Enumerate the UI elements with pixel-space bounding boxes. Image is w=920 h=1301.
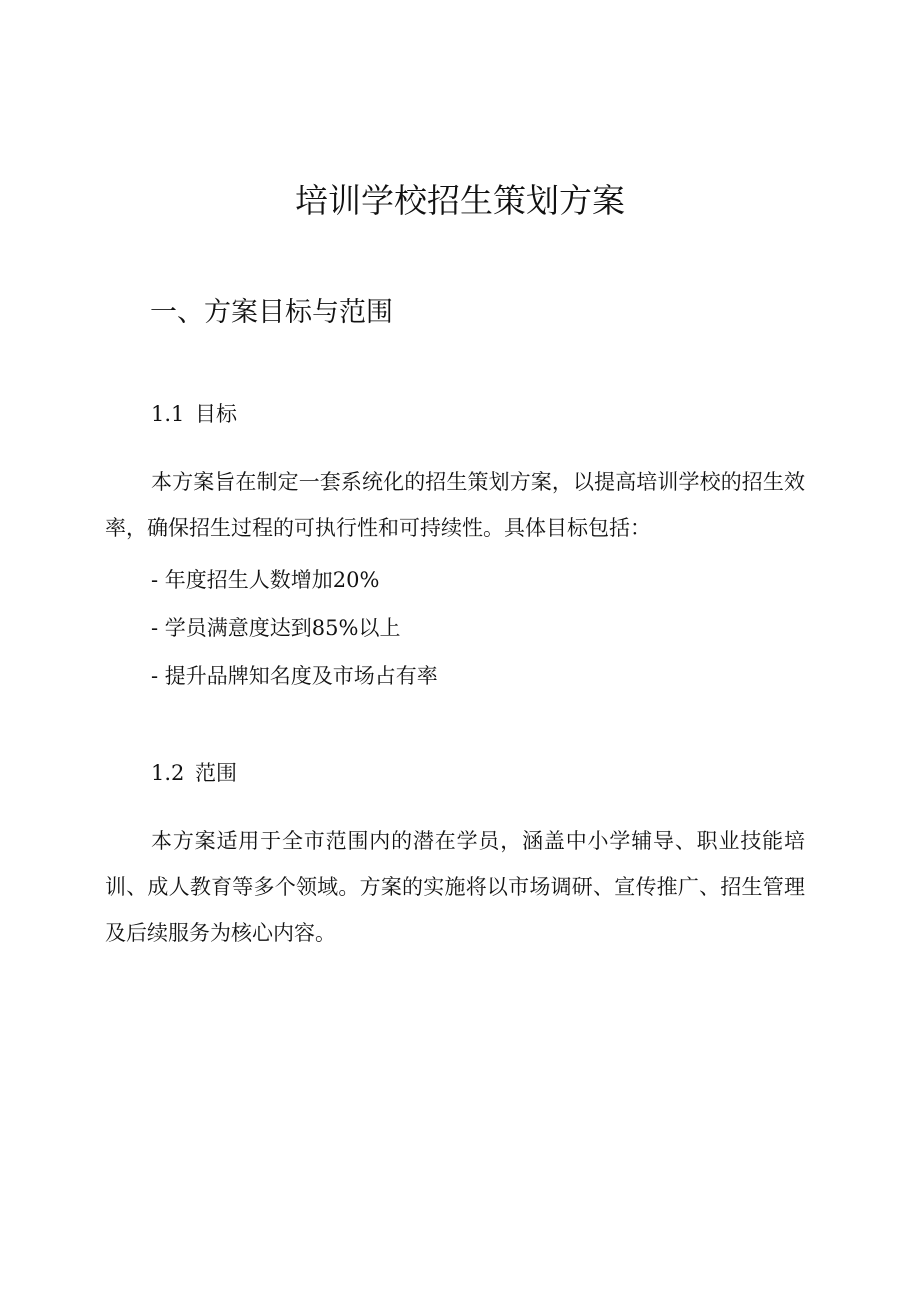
list-item: - 提升品牌知名度及市场占有率 <box>151 664 438 688</box>
list-item: - 年度招生人数增加20% <box>151 568 380 592</box>
subsection-label: 范围 <box>195 761 237 785</box>
scope-paragraph: 本方案适用于全市范围内的潜在学员，涵盖中小学辅导、职业技能培训、成人教育等多个领域。方案的实施将以市场调研、宣传推广、招生管理及后续服务为核心内容。 <box>105 829 805 945</box>
document-title: 培训学校招生策划方案 <box>295 181 625 220</box>
subsection-label: 目标 <box>195 402 237 426</box>
list-item: - 学员满意度达到85%以上 <box>151 616 401 640</box>
section-heading: 一、方案目标与范围 <box>150 297 393 328</box>
goals-paragraph: 本方案旨在制定一套系统化的招生策划方案，以提高培训学校的招生效率，确保招生过程的可执行性和可持续性。具体目标包括： <box>105 470 805 540</box>
subsection-number: 1.1 <box>151 402 185 426</box>
subsection-number: 1.2 <box>151 761 185 785</box>
subsection-heading-scope <box>151 757 237 789</box>
goals-list <box>151 556 438 700</box>
subsection-heading-goals <box>151 398 237 430</box>
